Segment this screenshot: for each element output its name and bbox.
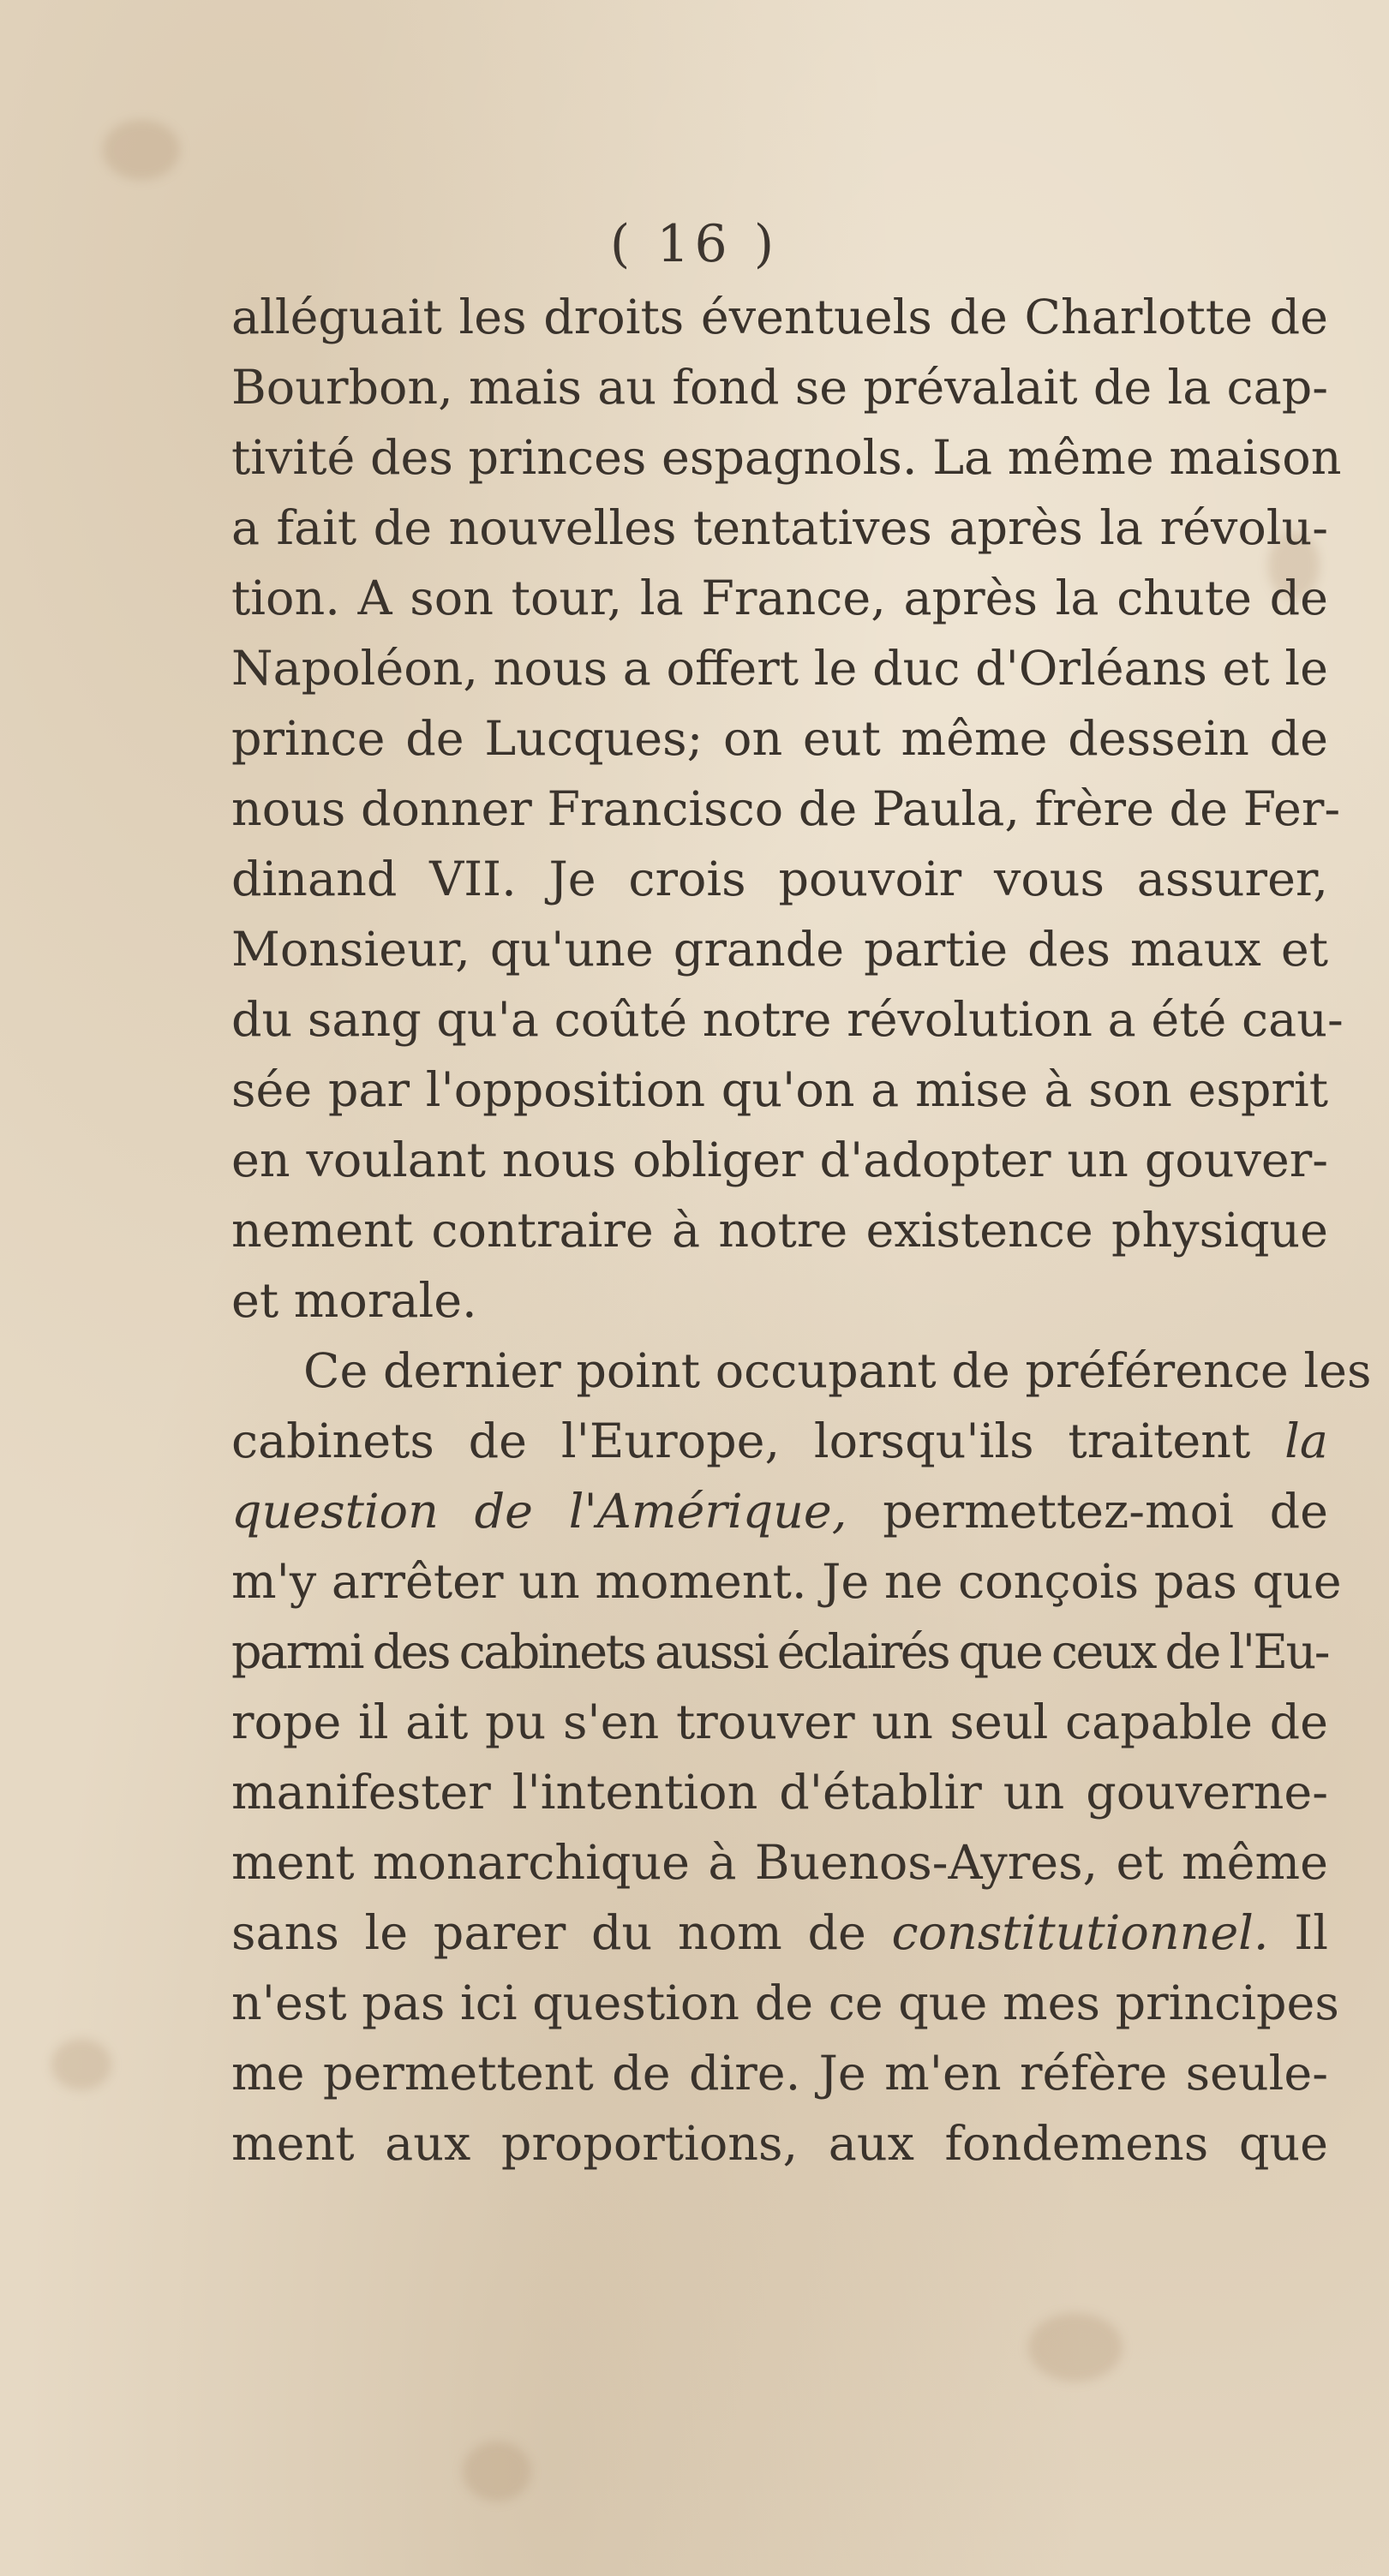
text-line: ment aux proportions, aux fondemens que	[231, 2116, 1328, 2172]
paper-stain	[51, 2039, 111, 2090]
text-line: manifester l'intention d'établir un gouverne-	[231, 1765, 1328, 1820]
paper-stain	[463, 2442, 531, 2501]
text-span: cabinets de l'Europe, lorsqu'ils traitent	[231, 1414, 1251, 1469]
text-line: m'y arrêter un moment. Je ne conçois pas que	[231, 1554, 1342, 1610]
text-line	[231, 1898, 1328, 1969]
text-line: en voulant nous obliger d'adopter un gouver-	[231, 1133, 1328, 1188]
text-line: nous donner Francisco de Paula, frère de Fer-	[231, 781, 1341, 837]
text-line: Napoléon, nous a offert le duc d'Orléans et le	[231, 641, 1328, 696]
text-line: tivité des princes espagnols. La même maison	[231, 430, 1342, 486]
paragraph	[231, 1336, 1372, 2179]
text-line: alléguait les droits éventuels de Charlotte de	[231, 290, 1328, 345]
italic-text: question de l'Amérique,	[231, 1484, 847, 1539]
text-line: sée par l'opposition qu'on a mise à son esprit	[231, 1062, 1328, 1118]
paper-stain	[1028, 2313, 1123, 2382]
italic-text: la	[1284, 1414, 1328, 1469]
text-line: dinand VII. Je crois pouvoir vous assurer,	[231, 852, 1328, 907]
text-line: parmi des cabinets aussi éclairés que ceux de l'Eu-	[231, 1624, 1328, 1680]
text-line: Bourbon, mais au fond se prévalait de la cap-	[231, 360, 1328, 415]
paper-stain	[103, 120, 180, 180]
text-line: Monsieur, qu'une grande partie des maux et	[231, 922, 1328, 977]
page-number: ( 16 )	[609, 214, 780, 274]
text-span: sans le parer du nom de	[231, 1905, 866, 1961]
text-line: n'est pas ici question de ce que mes principes	[231, 1975, 1339, 2031]
text-span: Il	[1294, 1905, 1328, 1961]
text-line: tion. A son tour, la France, après la chute de	[231, 571, 1328, 626]
text-line: Ce dernier point occupant de préférence les	[303, 1343, 1372, 1399]
text-line	[231, 1407, 1328, 1477]
text-line: prince de Lucques; on eut même dessein de	[231, 711, 1328, 767]
paragraph	[231, 283, 1344, 1336]
text-line: rope il ait pu s'en trouver un seul capable de	[231, 1694, 1328, 1750]
text-line: ment monarchique à Buenos-Ayres, et même	[231, 1835, 1328, 1891]
text-line: nement contraire à notre existence physique	[231, 1203, 1328, 1258]
text-line: a fait de nouvelles tentatives après la révolu-	[231, 500, 1328, 556]
text-line: et morale.	[231, 1273, 477, 1329]
page-body	[231, 283, 1372, 2179]
text-line	[231, 1477, 1328, 1547]
italic-text: constitutionnel.	[891, 1905, 1269, 1961]
text-line: du sang qu'a coûté notre révolution a été cau-	[231, 992, 1344, 1048]
text-span: permettez-moi de	[883, 1484, 1328, 1539]
text-line: me permettent de dire. Je m'en réfère seule-	[231, 2046, 1328, 2101]
